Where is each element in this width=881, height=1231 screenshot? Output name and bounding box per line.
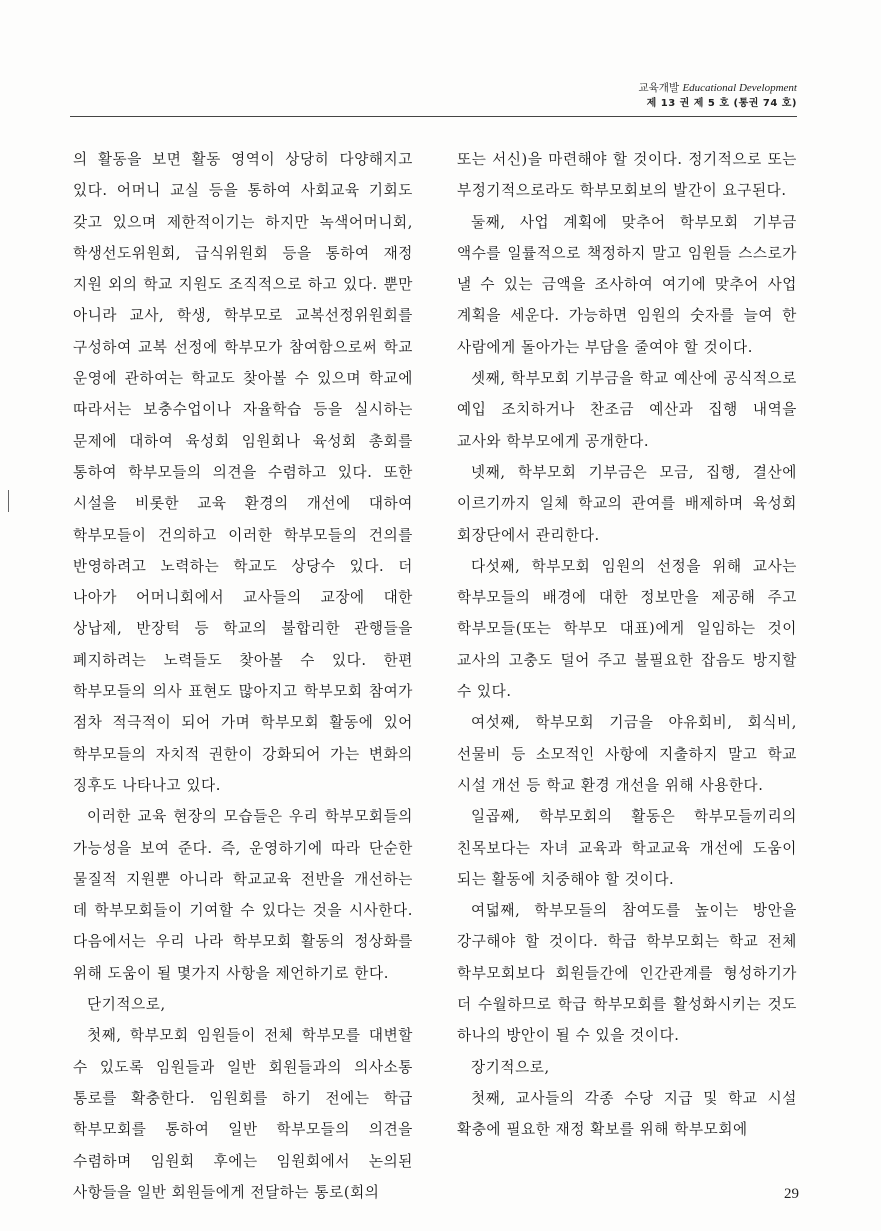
paragraph: 또는 서신)을 마련해야 할 것이다. 정기적으로 또는 부정기적으로라도 학부모회보의 발간이 요구된다. bbox=[457, 151, 797, 200]
right-column bbox=[457, 144, 797, 1146]
section-label: 단기적으로, bbox=[87, 996, 166, 1014]
issue-info: 제 13 권 제 5 호 (통권 74 호) bbox=[646, 98, 797, 109]
header-rule bbox=[70, 116, 797, 117]
paragraph: 여덟째, 학부모들의 참여도를 높이는 방안을 강구해야 할 것이다. 학급 학부모회는 학교 전체 학부모회보다 회원들간에 인간관계를 형성하기가 더 수월하므로 학급 학부모회를 활성화시키는 것도 하나의 방안이 될 수 있을 것이다. bbox=[457, 902, 797, 1045]
paragraph: 둘째, 사업 계획에 맞추어 학부모회 기부금 액수를 일률적으로 책정하지 말고 임원들 스스로가 낼 수 있는 금액을 조사하여 여기에 맞추어 사업 계획을 세운다. 가능하면 임원의 숫자를 늘여 한 사람에게 돌아가는 부담을 줄여야 할 것이다. bbox=[457, 213, 797, 356]
journal-title-korean: 교육개발 bbox=[638, 82, 680, 94]
section-label: 장기적으로, bbox=[471, 1058, 550, 1076]
running-header bbox=[639, 80, 797, 112]
paragraph: 의 활동을 보면 활동 영역이 상당히 다양해지고 있다. 어머니 교실 등을 통하여 사회교육 기회도 갖고 있으며 제한적이기는 하지만 녹색어머니회, 학생선도위원회, 급식위원회 등을 통하여 재정 지원 외의 학교 지원도 조직적으로 하고 있다. 뿐만 아니라 교사, 학생, 학부모로 교복선정위원회를 구성하여 교복 선정에 학부모가 참여함으로써 학교 운영에 관하여는 학교도 찾아볼 수 있으며 학교에 따라서는 보충수업이나 자율학습 등을 실시하는 문제에 대하여 육성회 임원회나 육성회 총회를 통하여 학부모들의 의견을 수렴하고 있다. 또한 시설을 비롯한 교육 환경의 개선에 대하여 학부모들이 건의하고 이러한 학부모들의 건의를 반영하려고 노력하는 학교도 상당수 있다. 더 나아가 어머니회에서 교사들의 교장에 대한 상납제, 반장턱 등 학교의 불합리한 관행들을 폐지하려는 노력들도 찾아볼 수 있다. 한편 학부모들의 의사 표현도 많아지고 학부모회 참여가 점차 적극적이 되어 가며 학부모회 활동에 있어 학부모들의 자치적 권한이 강화되어 가는 변화의 징후도 나타나고 있다. bbox=[73, 151, 413, 794]
paragraph: 첫째, 학부모회 임원들이 전체 학부모를 대변할 수 있도록 임원들과 일반 회원들과의 의사소통 통로를 확충한다. 임원회를 하기 전에는 학급 학부모회를 통하여 일반 학부모들의 의견을 수렴하며 임원회 후에는 임원회에서 논의된 사항들을 일반 회원들에게 전달하는 통로(회의 bbox=[73, 1027, 413, 1201]
left-column bbox=[73, 144, 413, 1208]
margin-mark bbox=[8, 490, 9, 512]
paragraph: 여섯째, 학부모회 기금을 야유회비, 회식비, 선물비 등 소모적인 사항에 지출하지 말고 학교 시설 개선 등 학교 환경 개선을 위해 사용한다. bbox=[457, 714, 797, 794]
paragraph: 이러한 교육 현장의 모습들은 우리 학부모회들의 가능성을 보여 준다. 즉, 운영하기에 따라 단순한 물질적 지원뿐 아니라 학교교육 전반을 개선하는 데 학부모회들이 기여할 수 있다는 것을 시사한다. 다음에서는 우리 나라 학부모회 활동의 정상화를 위해 도움이 될 몇가지 사항을 제언하기로 한다. bbox=[73, 808, 413, 982]
journal-title bbox=[639, 80, 797, 96]
paragraph: 넷째, 학부모회 기부금은 모금, 집행, 결산에 이르기까지 일체 학교의 관여를 배제하며 육성회 회장단에서 관리한다. bbox=[457, 463, 797, 544]
paragraph: 첫째, 교사들의 각종 수당 지급 및 학교 시설 확충에 필요한 재정 확보를 위해 학부모회에 bbox=[457, 1089, 797, 1139]
page-number: 29 bbox=[784, 1186, 799, 1202]
paragraph: 일곱째, 학부모회의 활동은 학부모들끼리의 친목보다는 자녀 교육과 학교교육 개선에 도움이 되는 활동에 치중해야 할 것이다. bbox=[457, 808, 797, 888]
paragraph: 다섯째, 학부모회 임원의 선정을 위해 교사는 학부모들의 배경에 대한 정보만을 제공해 주고 학부모들(또는 학부모 대표)에게 일임하는 것이 교사의 고충도 덜어 주고 불필요한 잡음도 방지할 수 있다. bbox=[457, 557, 797, 701]
journal-title-english: Educational Development bbox=[682, 82, 797, 94]
paragraph: 셋째, 학부모회 기부금을 학교 예산에 공식적으로 예입 조치하거나 찬조금 예산과 집행 내역을 교사와 학부모에게 공개한다. bbox=[457, 370, 797, 450]
